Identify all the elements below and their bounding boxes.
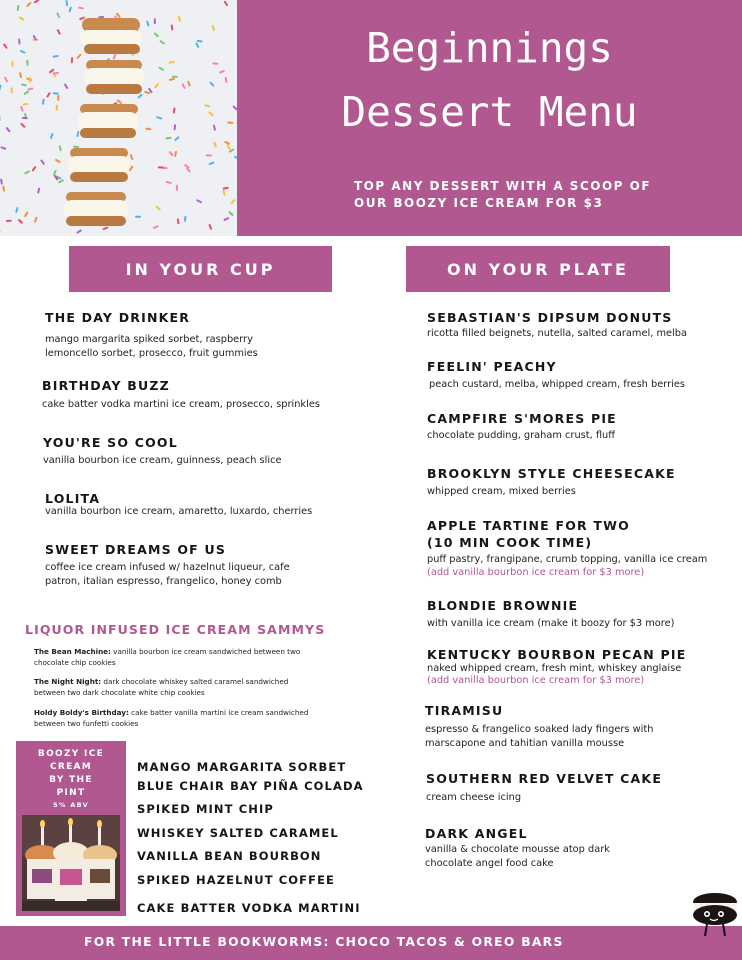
footer-bar xyxy=(0,926,742,960)
cup-item-name: BIRTHDAY BUZZ xyxy=(42,378,170,393)
sprinkle xyxy=(206,154,212,156)
plate-item-desc: chocolate angel food cake xyxy=(425,858,554,869)
pint-flavor: BLUE CHAIR BAY PIÑA COLADA xyxy=(137,779,364,793)
sammy-item xyxy=(34,677,334,698)
plate-item-desc: naked whipped cream, fresh mint, whiskey anglaise xyxy=(427,663,682,674)
cup-item-desc: vanilla bourbon ice cream, guinness, peach slice xyxy=(43,455,282,466)
sammy-desc: between two dark chocolate white chip cookies xyxy=(34,687,205,697)
sprinkle xyxy=(29,77,31,83)
pint-line-4: PINT xyxy=(56,788,86,798)
boozy-pint-box xyxy=(16,741,126,916)
cup-item-name: YOU'RE SO COOL xyxy=(43,435,178,450)
sammy-name: Holdy Boldy's Birthday: xyxy=(34,708,129,717)
sammy-desc: chocolate chip cookies xyxy=(34,657,116,667)
pint-line-2: CREAM xyxy=(49,762,93,772)
cup-item-desc: lemoncello sorbet, prosecco, fruit gummies xyxy=(45,348,258,359)
plate-item-name-line-2: (10 MIN COOK TIME) xyxy=(427,535,593,550)
sammy-item xyxy=(34,708,334,729)
pint-flavor: CAKE BATTER VODKA MARTINI xyxy=(137,901,361,915)
sprinkle xyxy=(12,61,14,67)
plate-item-name: TIRAMISU xyxy=(425,703,504,718)
tagline xyxy=(354,178,714,212)
cup-item-desc: patron, italian espresso, frangelico, honey comb xyxy=(45,576,282,587)
plate-item-note: (add vanilla bourbon ice cream for $3 more) xyxy=(427,675,645,686)
pint-flavor: SPIKED HAZELNUT COFFEE xyxy=(137,873,336,887)
pint-flavor: SPIKED MINT CHIP xyxy=(137,802,274,816)
plate-item-name: BROOKLYN STYLE CHEESECAKE xyxy=(427,466,676,481)
sammy-desc: dark chocolate whiskey salted caramel sandwiched xyxy=(101,677,289,686)
cup-item-desc: coffee ice cream infused w/ hazelnut liqueur, cafe xyxy=(45,562,290,573)
plate-item-name: CAMPFIRE S'MORES PIE xyxy=(427,411,617,426)
plate-item-desc: vanilla & chocolate mousse atop dark xyxy=(425,844,610,855)
pint-flavor: MANGO MARGARITA SORBET xyxy=(137,760,347,774)
sprinkle xyxy=(158,166,164,168)
in-your-cup-heading: IN YOUR CUP xyxy=(69,246,332,292)
plate-item-desc: with vanilla ice cream (make it boozy for $3 more) xyxy=(427,618,675,629)
sprinkle xyxy=(135,216,141,218)
on-your-plate-heading: ON YOUR PLATE xyxy=(406,246,670,292)
sprinkle xyxy=(57,95,59,101)
tagline-line-1: TOP ANY DESSERT WITH A SCOOP OF xyxy=(354,179,652,193)
plate-item-name: FEELIN' PEACHY xyxy=(427,359,557,374)
title-line-1: Beginnings xyxy=(366,24,613,72)
plate-item-name: DARK ANGEL xyxy=(425,826,528,841)
pint-line-3: BY THE xyxy=(49,775,93,785)
sammys-heading: LIQUOR INFUSED ICE CREAM SAMMYS xyxy=(25,622,326,637)
sammy-desc: between two funfetti cookies xyxy=(34,718,139,728)
sammy-name: The Night Night: xyxy=(34,677,102,686)
pint-line-1: BOOZY ICE xyxy=(37,749,105,759)
footer-text: FOR THE LITTLE BOOKWORMS: CHOCO TACOS & OREO BARS xyxy=(84,935,564,949)
sammy-desc: vanilla bourbon ice cream sandwiched between two xyxy=(110,647,301,656)
sammy-item xyxy=(34,647,334,668)
pint-flavor: WHISKEY SALTED CARAMEL xyxy=(137,826,339,840)
tagline-line-2: OUR BOOZY ICE CREAM FOR $3 xyxy=(354,196,604,210)
sammy-name: The Bean Machine: xyxy=(34,647,111,656)
cup-item-name: SWEET DREAMS OF US xyxy=(45,542,227,557)
plate-item-note: (add vanilla bourbon ice cream for $3 more) xyxy=(427,567,645,578)
pint-abv: 5% ABV xyxy=(53,801,89,809)
cup-item-name: THE DAY DRINKER xyxy=(45,310,191,325)
sammy-desc: cake batter vanilla martini ice cream sandwiched xyxy=(128,708,309,717)
plate-item-desc: espresso & frangelico soaked lady fingers with xyxy=(425,724,654,735)
title-line-2: Dessert Menu xyxy=(341,88,638,136)
plate-item-desc: whipped cream, mixed berries xyxy=(427,486,576,497)
header-banner xyxy=(237,0,742,236)
hero-photo-ice-cream-sandwiches xyxy=(0,0,237,236)
plate-item-desc: marscapone and tahitian vanilla mousse xyxy=(425,738,625,749)
plate-item-desc: cream cheese icing xyxy=(426,792,522,803)
plate-item-desc: peach custard, melba, whipped cream, fresh berries xyxy=(429,379,685,390)
plate-item-name: SOUTHERN RED VELVET CAKE xyxy=(426,771,663,786)
cup-item-desc: mango margarita spiked sorbet, raspberry xyxy=(45,334,253,345)
plate-item-desc: chocolate pudding, graham crust, fluff xyxy=(427,430,615,441)
cup-item-name: LOLITA xyxy=(45,491,101,506)
plate-item-desc: puff pastry, frangipane, crumb topping, vanilla ice cream xyxy=(427,554,708,565)
plate-item-name: BLONDIE BROWNIE xyxy=(427,598,579,613)
sprinkle xyxy=(154,18,156,24)
pint-flavor: VANILLA BEAN BOURBON xyxy=(137,849,322,863)
plate-item-desc: ricotta filled beignets, nutella, salted caramel, melba xyxy=(427,328,687,339)
cup-item-desc: vanilla bourbon ice cream, amaretto, luxardo, cherries xyxy=(45,506,313,517)
sprinkle xyxy=(176,185,178,191)
oreo-mascot-icon xyxy=(690,888,742,942)
sprinkle xyxy=(212,62,218,64)
plate-item-name: APPLE TARTINE FOR TWO xyxy=(427,518,630,533)
sprinkle xyxy=(56,105,58,111)
plate-item-name: SEBASTIAN'S DIPSUM DONUTS xyxy=(427,310,673,325)
cup-item-desc: cake batter vodka martini ice cream, prosecco, sprinkles xyxy=(42,399,320,410)
pint-photo-ice-cream-cups xyxy=(22,815,120,911)
sprinkle xyxy=(71,57,73,63)
sprinkle xyxy=(18,39,20,45)
plate-item-name: KENTUCKY BOURBON PECAN PIE xyxy=(427,647,687,662)
